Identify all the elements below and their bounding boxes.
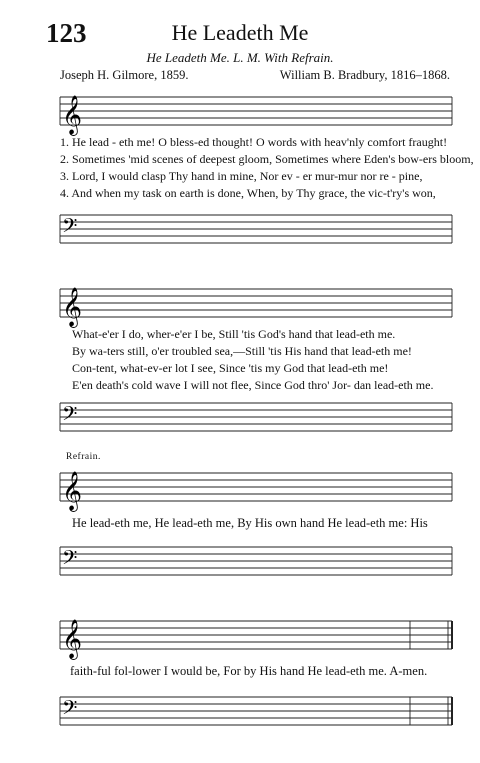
verse-2-line: By wa-ters still, o'er troubled sea,—Still 'tis His hand that lead-eth me! [72, 344, 412, 358]
hymn-subtitle: He Leadeth Me. L. M. With Refrain. [146, 50, 334, 65]
staff-lines [60, 697, 452, 725]
bass-staff-system1 [0, 206, 480, 262]
hymn-title: He Leadeth Me [171, 20, 309, 45]
bass-clef-icon: 𝄢 [62, 214, 78, 242]
treble-staff-system2 [0, 280, 480, 330]
treble-clef-icon: 𝄞 [62, 287, 83, 327]
staff-lines [60, 621, 452, 649]
verse-4-line: E'en death's cold wave I will not flee, Since God thro' Jor- dan lead-eth me. [72, 378, 434, 392]
verse-1-line: 1. He lead - eth me! O bless-ed thought! O words with heav'nly comfort fraught! [60, 135, 448, 149]
verse-4-line: 4. And when my task on earth is done, When, by Thy grace, the vic-t'ry's won, [60, 186, 436, 200]
staff-lines [60, 403, 452, 431]
staff-lines [60, 547, 452, 575]
bass-staff-system2 [0, 394, 480, 444]
staff-lines [60, 97, 452, 125]
staff-lines [60, 289, 452, 317]
bass-clef-icon: 𝄢 [62, 546, 78, 574]
bass-clef-icon: 𝄢 [62, 696, 78, 724]
verse-1-line: What-e'er I do, wher-e'er I be, Still 'tis God's hand that lead-eth me. [72, 327, 396, 341]
refrain-lyric-line: faith-ful fol-lower I would be, For by His hand He lead-eth me. A-men. [70, 664, 428, 678]
verse-3-line: Con-tent, what-ev-er lot I see, Since 'tis my God that lead-eth me! [72, 361, 389, 375]
verse-3-line: 3. Lord, I would clasp Thy hand in mine, Nor ev - er mur-mur nor re - pine, [60, 169, 423, 183]
treble-clef-icon: 𝄞 [62, 619, 83, 659]
bass-staff-system4 [0, 688, 480, 738]
bass-staff-system3 [0, 538, 480, 588]
hymn-number: 123 [46, 18, 87, 48]
treble-staff-system4 [0, 612, 480, 662]
composer-credit: William B. Bradbury, 1816–1868. [279, 68, 450, 82]
treble-staff-system1 [0, 88, 480, 138]
refrain-label: Refrain. [66, 452, 101, 462]
treble-clef-icon: 𝄞 [62, 471, 83, 511]
staff-lines [60, 215, 452, 243]
verse-2-line: 2. Sometimes 'mid scenes of deepest gloom, Sometimes where Eden's bow-ers bloom, [60, 152, 474, 166]
staff-lines [60, 473, 452, 501]
bass-clef-icon: 𝄢 [62, 402, 78, 430]
refrain-lyric-line: He lead-eth me, He lead-eth me, By His own hand He lead-eth me: His [72, 516, 428, 530]
author-credit: Joseph H. Gilmore, 1859. [60, 68, 189, 82]
treble-clef-icon: 𝄞 [62, 95, 83, 135]
treble-staff-system3 [0, 464, 480, 514]
